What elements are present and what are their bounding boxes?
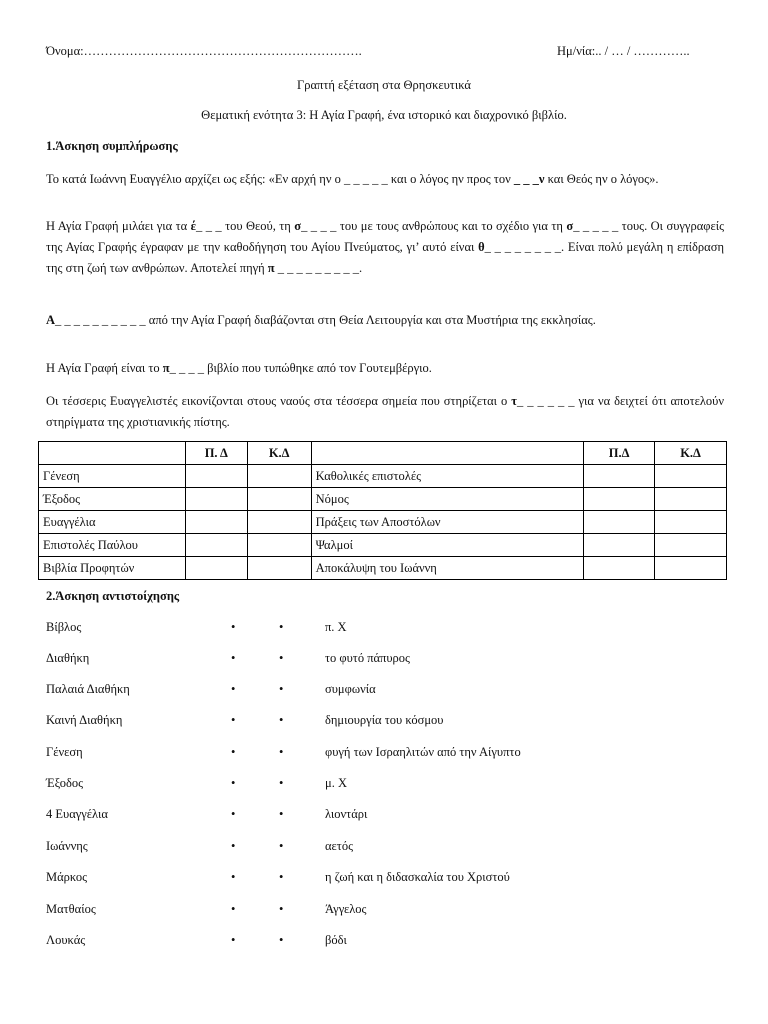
match-right-term: μ. Χ (325, 776, 347, 790)
answer-cell[interactable] (584, 488, 655, 511)
answer-cell[interactable] (185, 465, 247, 488)
match-row (0, 839, 768, 859)
answer-cell[interactable] (584, 511, 655, 534)
answer-cell[interactable] (185, 557, 247, 580)
match-left-term: Ιωάννης (46, 839, 88, 853)
table-row (39, 488, 727, 511)
book-name-cell: Ευαγγέλια (39, 511, 186, 534)
answer-cell[interactable] (247, 511, 311, 534)
match-left-term: 4 Ευαγγέλια (46, 807, 108, 821)
exam-subtitle: Θεματική ενότητα 3: Η Αγία Γραφή, ένα ιστορικό και διαχρονικό βιβλίο. (201, 108, 567, 122)
table-row (39, 557, 727, 580)
match-bullet-right[interactable]: • (279, 870, 284, 884)
answer-cell[interactable] (247, 465, 311, 488)
match-bullet-left[interactable]: • (231, 713, 236, 727)
match-bullet-left[interactable]: • (231, 870, 236, 884)
match-row (0, 870, 768, 890)
match-bullet-left[interactable]: • (231, 839, 236, 853)
header-cell-pd: Π. Δ (185, 442, 247, 465)
book-name-cell: Βιβλία Προφητών (39, 557, 186, 580)
match-right-term: Άγγελος (325, 902, 367, 916)
match-row (0, 620, 768, 640)
fill-paragraph-2: Η Αγία Γραφή μιλάει για τα έ_ _ _ του Θεού, τη σ_ _ _ _ του με τους ανθρώπους και το σχέδιο για τη σ_ _ _ _ _ τους. Οι συγγραφείς της Αγίας Γραφής έγραφαν με την καθοδήγηση του Αγίου Πνεύματος, γι’ αυτό είναι θ_ _ _ _ _ _ _ _. Είναι πολύ μεγάλη η επίδραση της στη ζωή των ανθρώπων. Αποτελεί πηγή π _ _ _ _ _ _ _ _ _. (46, 219, 725, 275)
match-row (0, 807, 768, 827)
match-bullet-right[interactable]: • (279, 713, 284, 727)
match-right-term: βόδι (325, 933, 347, 947)
match-row (0, 776, 768, 796)
match-left-term: Γένεση (46, 745, 83, 759)
match-left-term: Καινή Διαθήκη (46, 713, 123, 727)
book-name-cell: Αποκάλυψη του Ιωάννη (311, 557, 584, 580)
exercise2-heading: 2.Άσκηση αντιστοίχησης (46, 589, 180, 603)
answer-cell[interactable] (655, 511, 727, 534)
table-row (39, 465, 727, 488)
match-bullet-left[interactable]: • (231, 902, 236, 916)
answer-cell[interactable] (247, 534, 311, 557)
answer-cell[interactable] (185, 511, 247, 534)
book-name-cell: Ψαλμοί (311, 534, 584, 557)
match-right-term: η ζωή και η διδασκαλία του Χριστού (325, 870, 510, 884)
header-cell-kd: Κ.Δ (247, 442, 311, 465)
match-bullet-left[interactable]: • (231, 682, 236, 696)
exercise1-heading: 1.Άσκηση συμπλήρωσης (46, 139, 178, 153)
match-left-term: Βίβλος (46, 620, 82, 634)
match-bullet-left[interactable]: • (231, 745, 236, 759)
date-field: Ημ/νία:.. / … / ………….. (557, 44, 690, 58)
answer-cell[interactable] (584, 465, 655, 488)
exam-title: Γραπτή εξέταση στα Θρησκευτικά (297, 78, 471, 92)
match-left-term: Διαθήκη (46, 651, 90, 665)
fill-paragraph-3: Α_ _ _ _ _ _ _ _ _ _ από την Αγία Γραφή διαβάζονται στη Θεία Λειτουργία και στα Μυστήρια της εκκλησίας. (46, 313, 596, 327)
table-row (39, 534, 727, 557)
match-row (0, 902, 768, 922)
match-bullet-right[interactable]: • (279, 807, 284, 821)
match-right-term: αετός (325, 839, 354, 853)
match-right-term: δημιουργία του κόσμου (325, 713, 444, 727)
header-cell (39, 442, 186, 465)
match-bullet-left[interactable]: • (231, 933, 236, 947)
book-name-cell: Γένεση (39, 465, 186, 488)
match-left-term: Παλαιά Διαθήκη (46, 682, 130, 696)
name-field: Όνομα:…………………………………………………………. (46, 44, 362, 58)
match-right-term: π. Χ (325, 620, 347, 634)
book-name-cell: Νόμος (311, 488, 584, 511)
match-bullet-right[interactable]: • (279, 682, 284, 696)
match-right-term: συμφωνία (325, 682, 376, 696)
header-cell-kd: Κ.Δ (655, 442, 727, 465)
match-left-term: Λουκάς (46, 933, 86, 947)
match-right-term: λιοντάρι (325, 807, 368, 821)
match-row (0, 682, 768, 702)
match-right-term: φυγή των Ισραηλιτών από την Αίγυπτο (325, 745, 521, 759)
book-name-cell: Επιστολές Παύλου (39, 534, 186, 557)
answer-cell[interactable] (247, 488, 311, 511)
match-right-term: το φυτό πάπυρος (325, 651, 410, 665)
match-bullet-right[interactable]: • (279, 776, 284, 790)
match-row (0, 651, 768, 671)
answer-cell[interactable] (655, 557, 727, 580)
match-row (0, 713, 768, 733)
answer-cell[interactable] (247, 557, 311, 580)
answer-cell[interactable] (655, 465, 727, 488)
answer-cell[interactable] (185, 488, 247, 511)
answer-cell[interactable] (584, 557, 655, 580)
match-row (0, 933, 768, 953)
answer-cell[interactable] (584, 534, 655, 557)
match-bullet-left[interactable]: • (231, 776, 236, 790)
fill-paragraph-5: Οι τέσσερις Ευαγγελιστές εικονίζονται στους ναούς στα τέσσερα σημεία που στηρίζεται ο τ_ _ _ _ _ _ για να δειχτεί ότι αποτελούν στηρίγματα της χριστιανικής πίστης. (46, 394, 725, 429)
match-bullet-right[interactable]: • (279, 839, 284, 853)
fill-paragraph-1: Το κατά Ιωάννη Ευαγγέλιο αρχίζει ως εξής: «Εν αρχή ην ο _ _ _ _ _ και ο λόγος ην προς τον _ _ _ν και Θεός ην ο λόγος». (46, 172, 659, 186)
match-bullet-right[interactable]: • (279, 651, 284, 665)
match-left-term: Ματθαίος (46, 902, 96, 916)
header-cell (311, 442, 584, 465)
match-bullet-right[interactable]: • (279, 745, 284, 759)
fill-paragraph-4: Η Αγία Γραφή είναι το π_ _ _ _ βιβλίο που τυπώθηκε από τον Γουτεμβέργιο. (46, 361, 432, 375)
match-bullet-left[interactable]: • (231, 651, 236, 665)
table-row (39, 511, 727, 534)
match-left-term: Έξοδος (46, 776, 84, 790)
match-row (0, 745, 768, 765)
match-bullet-right[interactable]: • (279, 933, 284, 947)
answer-cell[interactable] (655, 488, 727, 511)
answer-cell[interactable] (185, 534, 247, 557)
book-name-cell: Έξοδος (39, 488, 186, 511)
match-left-term: Μάρκος (46, 870, 88, 884)
match-bullet-right[interactable]: • (279, 902, 284, 916)
book-name-cell: Καθολικές επιστολές (311, 465, 584, 488)
books-classification-table (38, 441, 727, 580)
header-cell-pd: Π.Δ (584, 442, 655, 465)
match-bullet-left[interactable]: • (231, 620, 236, 634)
match-bullet-right[interactable]: • (279, 620, 284, 634)
answer-cell[interactable] (655, 534, 727, 557)
match-bullet-left[interactable]: • (231, 807, 236, 821)
book-name-cell: Πράξεις των Αποστόλων (311, 511, 584, 534)
table-header-row (39, 442, 727, 465)
